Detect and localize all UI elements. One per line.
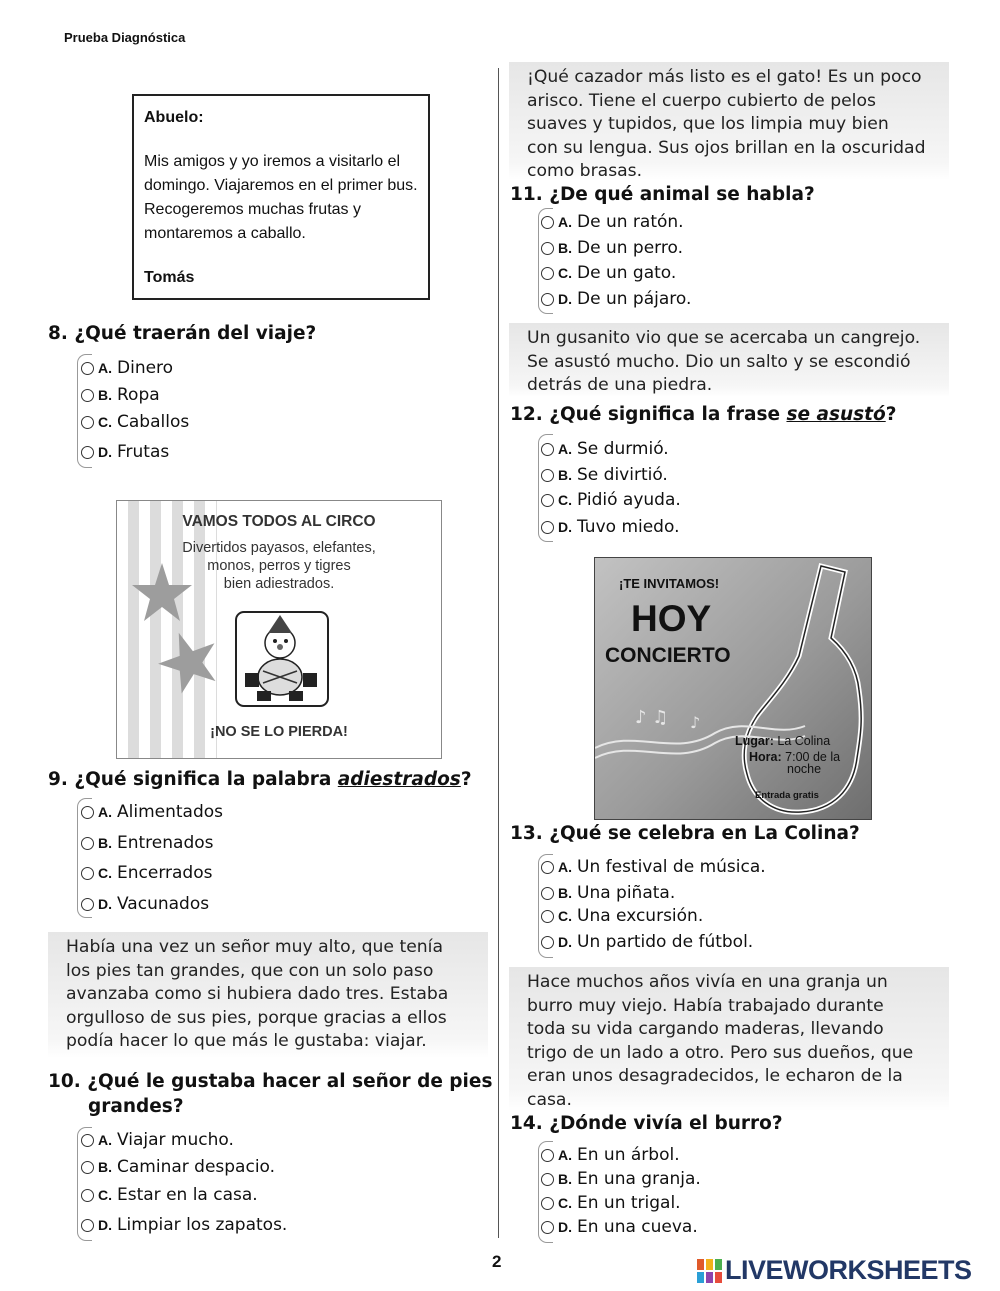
question-9: 9. ¿Qué significa la palabra adiestrados? [48,769,472,790]
reading-passage: Hace muchos años vivía en una granja un burro muy viejo. Había trabajado durante toda su vida cargando maderas, llevando trigo de un lado a otro. Pero sus dueños, que eran unos desagradecidos, le echaron de la casa. [509,967,949,1111]
option-10a[interactable]: A. Viajar mucho. [81,1128,234,1152]
concert-time: Hora: 7:00 de la noche [749,750,841,776]
option-10d[interactable]: D. Limpiar los zapatos. [81,1213,287,1237]
clown-icon [235,611,329,707]
radio-circle-icon[interactable] [81,1219,94,1232]
brand-name[interactable]: LIVEWORKSHEETS [725,1255,972,1285]
radio-circle-icon[interactable] [541,1197,554,1210]
question-12: 12. ¿Qué significa la frase se asustó? [510,404,897,425]
question-14: 14. ¿Dónde vivía el burro? [510,1113,783,1134]
svg-text:♪ ♫: ♪ ♫ [635,707,669,728]
radio-circle-icon[interactable] [81,837,94,850]
radio-circle-icon[interactable] [81,389,94,402]
radio-circle-icon[interactable] [81,446,94,459]
circus-line: monos, perros y tigres [207,558,351,574]
radio-circle-icon[interactable] [541,1149,554,1162]
question-13: 13. ¿Qué se celebra en La Colina? [510,823,860,844]
svg-text:♪: ♪ [690,713,701,732]
concert-title: CONCIERTO [605,644,731,667]
radio-circle-icon[interactable] [81,806,94,819]
option-13d[interactable]: D. Un partido de fútbol. [541,930,753,954]
radio-circle-icon[interactable] [541,494,554,507]
radio-circle-icon[interactable] [81,362,94,375]
question-8: 8. ¿Qué traerán del viaje? [48,323,317,344]
reading-passage: Un gusanito vio que se acercaba un cangrejo. Se asustó mucho. Dio un salto y se escondió detrás de una piedra. [509,323,949,397]
circus-line: bien adiestrados. [223,576,335,592]
page-header: Prueba Diagnóstica [64,30,186,45]
option-14c[interactable]: C. En un trigal. [541,1191,681,1215]
radio-circle-icon[interactable] [541,267,554,280]
radio-circle-icon[interactable] [81,1161,94,1174]
option-9a[interactable]: A. Alimentados [81,800,223,824]
circus-line: Divertidos payasos, elefantes, [182,540,376,556]
radio-circle-icon[interactable] [541,887,554,900]
option-12d[interactable]: D. Tuvo miedo. [541,515,679,539]
radio-circle-icon[interactable] [541,469,554,482]
option-11a[interactable]: A. De un ratón. [541,210,684,234]
radio-circle-icon[interactable] [81,1134,94,1147]
option-10c[interactable]: C. Estar en la casa. [81,1183,258,1207]
letter-line: montaremos a caballo. [144,225,306,242]
option-14b[interactable]: B. En una granja. [541,1167,701,1191]
question-10-cont: grandes? [88,1096,184,1117]
option-8b[interactable]: B. Ropa [81,383,160,407]
letter-line: Mis amigos y yo iremos a visitarlo el [144,153,401,170]
option-14a[interactable]: A. En un árbol. [541,1143,680,1167]
letter-box [132,94,430,300]
option-11c[interactable]: C. De un gato. [541,261,676,285]
circus-footer: ¡NO SE LO PIERDA! [210,724,348,740]
concert-invite: ¡TE INVITAMOS! [619,576,720,591]
option-8d[interactable]: D. Frutas [81,440,169,464]
radio-circle-icon[interactable] [541,1173,554,1186]
radio-circle-icon[interactable] [81,1189,94,1202]
reading-passage: Había una vez un señor muy alto, que tenía los pies tan grandes, que con un solo paso avanzaba como si hubiera dado tres. Estaba orgulloso de sus pies, porque gracias a ellos podía hacer lo que más le gustaba: viajar. [48,932,488,1058]
key-word: adiestrados [337,769,461,790]
option-12b[interactable]: B. Se divirtió. [541,463,668,487]
option-13b[interactable]: B. Una piñata. [541,881,675,905]
option-11b[interactable]: B. De un perro. [541,236,683,260]
key-phrase: se asustó [786,404,886,425]
radio-circle-icon[interactable] [541,1221,554,1234]
option-12a[interactable]: A. Se durmió. [541,437,669,461]
radio-circle-icon[interactable] [81,898,94,911]
radio-circle-icon[interactable] [81,867,94,880]
radio-circle-icon[interactable] [541,242,554,255]
page-number: 2 [492,1252,502,1271]
radio-circle-icon[interactable] [541,910,554,923]
letter-line: domingo. Viajaremos en el primer bus. [144,177,418,194]
option-12c[interactable]: C. Pidió ayuda. [541,488,681,512]
reading-passage: ¡Qué cazador más listo es el gato! Es un poco arisco. Tiene el cuerpo cubierto de pelos suaves y tupidos, que los limpia muy bien con su lengua. Sus ojos brillan en la oscuridad como brasas. [509,62,949,180]
concert-place: Lugar: La Colina [735,734,831,748]
option-8a[interactable]: A. Dinero [81,356,173,380]
concert-poster [594,557,872,820]
option-11d[interactable]: D. De un pájaro. [541,287,691,311]
concert-hoy: HOY [631,598,712,639]
option-8c[interactable]: C. Caballos [81,410,189,434]
option-10b[interactable]: B. Caminar despacio. [81,1155,275,1179]
letter-title: Abuelo: [144,109,204,126]
question-11: 11. ¿De qué animal se habla? [510,184,815,205]
letter-signature: Tomás [144,269,195,286]
question-10: 10. ¿Qué le gustaba hacer al señor de pies [48,1071,493,1092]
circus-poster [116,500,442,759]
option-13a[interactable]: A. Un festival de música. [541,855,766,879]
option-14d[interactable]: D. En una cueva. [541,1215,698,1239]
radio-circle-icon[interactable] [541,936,554,949]
option-9d[interactable]: D. Vacunados [81,892,209,916]
radio-circle-icon[interactable] [541,293,554,306]
option-9b[interactable]: B. Entrenados [81,831,214,855]
option-9c[interactable]: C. Encerrados [81,861,212,885]
radio-circle-icon[interactable] [541,861,554,874]
letter-line: Recogeremos muchas frutas y [144,201,361,218]
option-13c[interactable]: C. Una excursión. [541,904,703,928]
brand-logo-icon [697,1259,723,1283]
circus-title: VAMOS TODOS AL CIRCO [182,513,376,530]
radio-circle-icon[interactable] [541,443,554,456]
column-divider [498,68,499,1238]
radio-circle-icon[interactable] [541,521,554,534]
concert-entry: Entrada gratis [755,790,819,801]
radio-circle-icon[interactable] [541,216,554,229]
radio-circle-icon[interactable] [81,416,94,429]
